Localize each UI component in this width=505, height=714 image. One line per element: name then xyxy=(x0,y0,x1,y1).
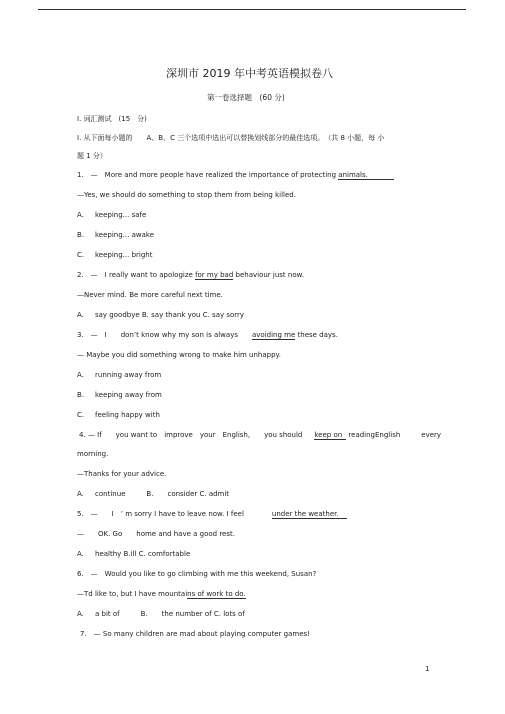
page-title: 深圳市 2019 年中考英语模拟卷八 xyxy=(166,67,333,80)
instructions-line-2: 题 1 分） xyxy=(77,152,107,160)
question-6: 6. — Would you like to go climbing with me this weekend, Susan? xyxy=(77,570,317,578)
question-2: 2. — I really want to apologize for my bad behaviour just now. xyxy=(77,271,304,279)
option-a: A. healthy B.ill C. comfortable xyxy=(77,550,191,558)
option-a: A. say goodbye B. say thank you C. say sorry xyxy=(77,311,245,319)
question-4-cont: morning. xyxy=(77,450,109,458)
question-1 xyxy=(77,171,394,180)
underlined-phrase: for my bad xyxy=(195,271,234,279)
question-5: 5. — I ’ m sorry I have to leave now. I feel under the weather. xyxy=(77,510,347,519)
question-2-reply: —Never mind. Be more careful next time. xyxy=(77,291,223,299)
question-3-reply: — Maybe you did something wrong to make him unhappy. xyxy=(77,351,281,359)
header-rule xyxy=(38,9,466,10)
instructions-line-1: I. 从下面每小题的 A、B、C 三个选项中选出可以替换划线部分的最佳选项。 （共 8 小题，每 小 xyxy=(77,134,385,142)
option-a: A. continue B. consider C. admit xyxy=(77,490,230,498)
underlined-phrase: avoiding me xyxy=(252,331,296,339)
underlined-phrase: animals. xyxy=(338,171,394,180)
option-a: A. keeping... safe xyxy=(77,211,147,219)
question-4: 4. — If you want to improve your English, you should keep on readingEnglish every xyxy=(79,431,442,439)
option-c: C. feeling happy with xyxy=(77,411,160,419)
option-a: A. a bit of B. the number of C. lots of xyxy=(77,610,245,618)
section-heading: I. 词汇测试 (15 分) xyxy=(77,115,147,123)
question-3: 3. — I don’t know why my son is always avoiding me these days. xyxy=(77,331,338,339)
question-6-reply: —Td like to, but I have mountains of work to do. xyxy=(77,590,246,598)
underlined-phrase: keep on xyxy=(314,431,346,440)
question-text: 1. — More and more people have realized the importance of protecting xyxy=(77,171,339,179)
question-1-reply: —Yes, we should do something to stop them from being killed. xyxy=(77,191,296,199)
underlined-phrase: under the weather. xyxy=(272,510,347,519)
page-number: 1 xyxy=(425,665,430,673)
question-7: 7. — So many children are mad about playing computer games! xyxy=(80,630,310,638)
question-4-reply: —Thanks for your advice. xyxy=(77,470,167,478)
option-b: B. keeping... awake xyxy=(77,231,155,239)
underlined-phrase: ns of work to do. xyxy=(187,590,246,598)
option-c: C. keeping... bright xyxy=(77,251,153,259)
part-heading: 第一卷选择题 (60 分) xyxy=(207,93,285,102)
option-b: B. keeping away from xyxy=(77,391,162,399)
option-a: A. running away from xyxy=(77,371,162,379)
question-5-reply: — OK. Go home and have a good rest. xyxy=(77,530,235,538)
